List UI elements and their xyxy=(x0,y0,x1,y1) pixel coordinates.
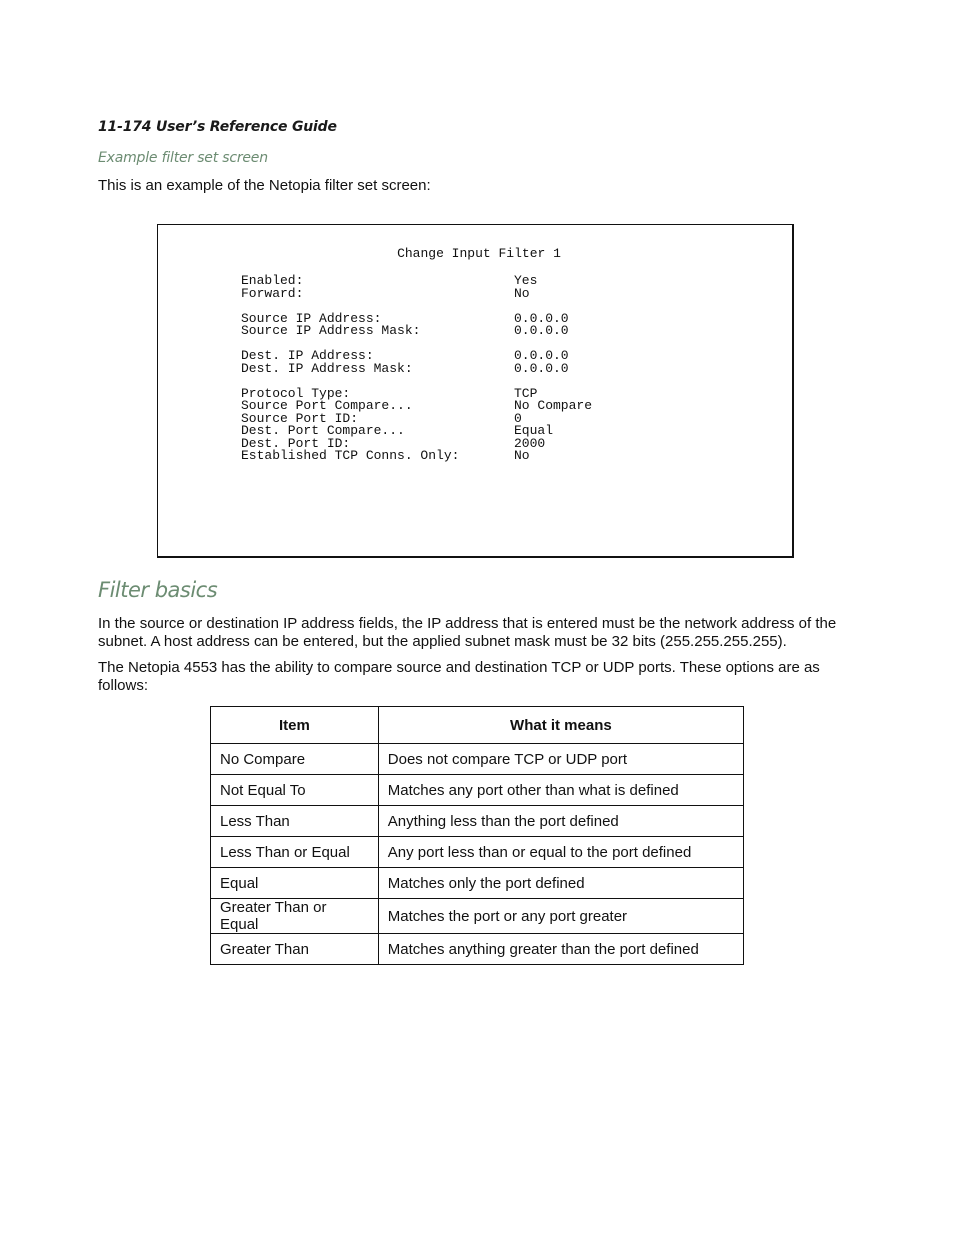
terminal-label: Protocol Type: xyxy=(241,385,351,401)
terminal-screen xyxy=(157,224,794,558)
intro-text: This is an example of the Netopia filter set screen: xyxy=(98,177,431,194)
terminal-row-forward xyxy=(241,285,530,301)
terminal-label: Source Port Compare... xyxy=(241,398,413,413)
terminal-value: TCP xyxy=(514,385,538,401)
terminal-label: Dest. IP Address Mask: xyxy=(241,360,413,376)
terminal-title: Change Input Filter 1 xyxy=(397,246,561,261)
terminal-value: Equal xyxy=(514,423,554,438)
terminal-value: No xyxy=(514,285,530,301)
example-subheading: Example filter set screen xyxy=(98,150,268,166)
table-row xyxy=(211,934,744,965)
terminal-label: Source IP Address: xyxy=(241,310,382,326)
table-cell-meaning: Matches only the port defined xyxy=(378,868,743,899)
terminal-row-dest-mask xyxy=(241,360,569,376)
table-cell-meaning: Does not compare TCP or UDP port xyxy=(378,744,743,775)
table-cell-item: Equal xyxy=(211,868,379,899)
table-header-row xyxy=(211,707,744,744)
terminal-row-established-tcp xyxy=(241,450,530,463)
terminal-label: Established TCP Conns. Only: xyxy=(241,448,460,463)
terminal-value: 0 xyxy=(514,410,522,426)
table-cell-meaning: Matches any port other than what is defined xyxy=(378,775,743,806)
table-cell-item: No Compare xyxy=(211,744,379,775)
table-row xyxy=(211,899,744,934)
terminal-value: No Compare xyxy=(514,398,593,413)
table-cell-item: Greater Than or Equal xyxy=(211,899,379,934)
table-cell-meaning: Anything less than the port defined xyxy=(378,806,743,837)
table-cell-item: Less Than xyxy=(211,806,379,837)
terminal-value: 0.0.0.0 xyxy=(514,310,569,326)
column-header-item: Item xyxy=(211,707,379,744)
terminal-label: Enabled: xyxy=(241,273,304,288)
terminal-value: No xyxy=(514,448,530,463)
table-cell-meaning: Any port less than or equal to the port defined xyxy=(378,837,743,868)
table-row xyxy=(211,775,744,806)
table-row xyxy=(211,837,744,868)
terminal-label: Dest. Port Compare... xyxy=(241,423,405,438)
terminal-label: Dest. IP Address: xyxy=(241,348,374,363)
table-row xyxy=(211,806,744,837)
terminal-label: Dest. Port ID: xyxy=(241,435,351,451)
section-heading: Filter basics xyxy=(98,578,218,602)
terminal-value: 0.0.0.0 xyxy=(514,348,569,363)
terminal-row-source-mask xyxy=(241,325,569,338)
terminal-value: Yes xyxy=(514,273,538,288)
terminal-label: Source Port ID: xyxy=(241,410,359,426)
terminal-value: 2000 xyxy=(514,435,546,451)
table-row xyxy=(211,744,744,775)
paragraph-port-compare: The Netopia 4553 has the ability to compare source and destination TCP or UDP ports. These options are as follows: xyxy=(98,659,820,694)
terminal-value: 0.0.0.0 xyxy=(514,323,569,338)
paragraph-ip-address: In the source or destination IP address fields, the IP address that is entered must be the network address of the subnet. A host address can be entered, but the applied subnet mask must be 32 bits (255.255.255.255). xyxy=(98,615,837,650)
compare-options-table xyxy=(210,706,744,965)
table-cell-item: Not Equal To xyxy=(211,775,379,806)
column-header-meaning: What it means xyxy=(378,707,743,744)
table-cell-item: Greater Than xyxy=(211,934,379,965)
table-cell-item: Less Than or Equal xyxy=(211,837,379,868)
terminal-label: Forward: xyxy=(241,285,304,301)
terminal-label: Source IP Address Mask: xyxy=(241,323,421,338)
table-cell-meaning: Matches anything greater than the port defined xyxy=(378,934,743,965)
terminal-value: 0.0.0.0 xyxy=(514,360,569,376)
page-header: 11-174 User’s Reference Guide xyxy=(98,119,337,135)
table-row xyxy=(211,868,744,899)
table-cell-meaning: Matches the port or any port greater xyxy=(378,899,743,934)
